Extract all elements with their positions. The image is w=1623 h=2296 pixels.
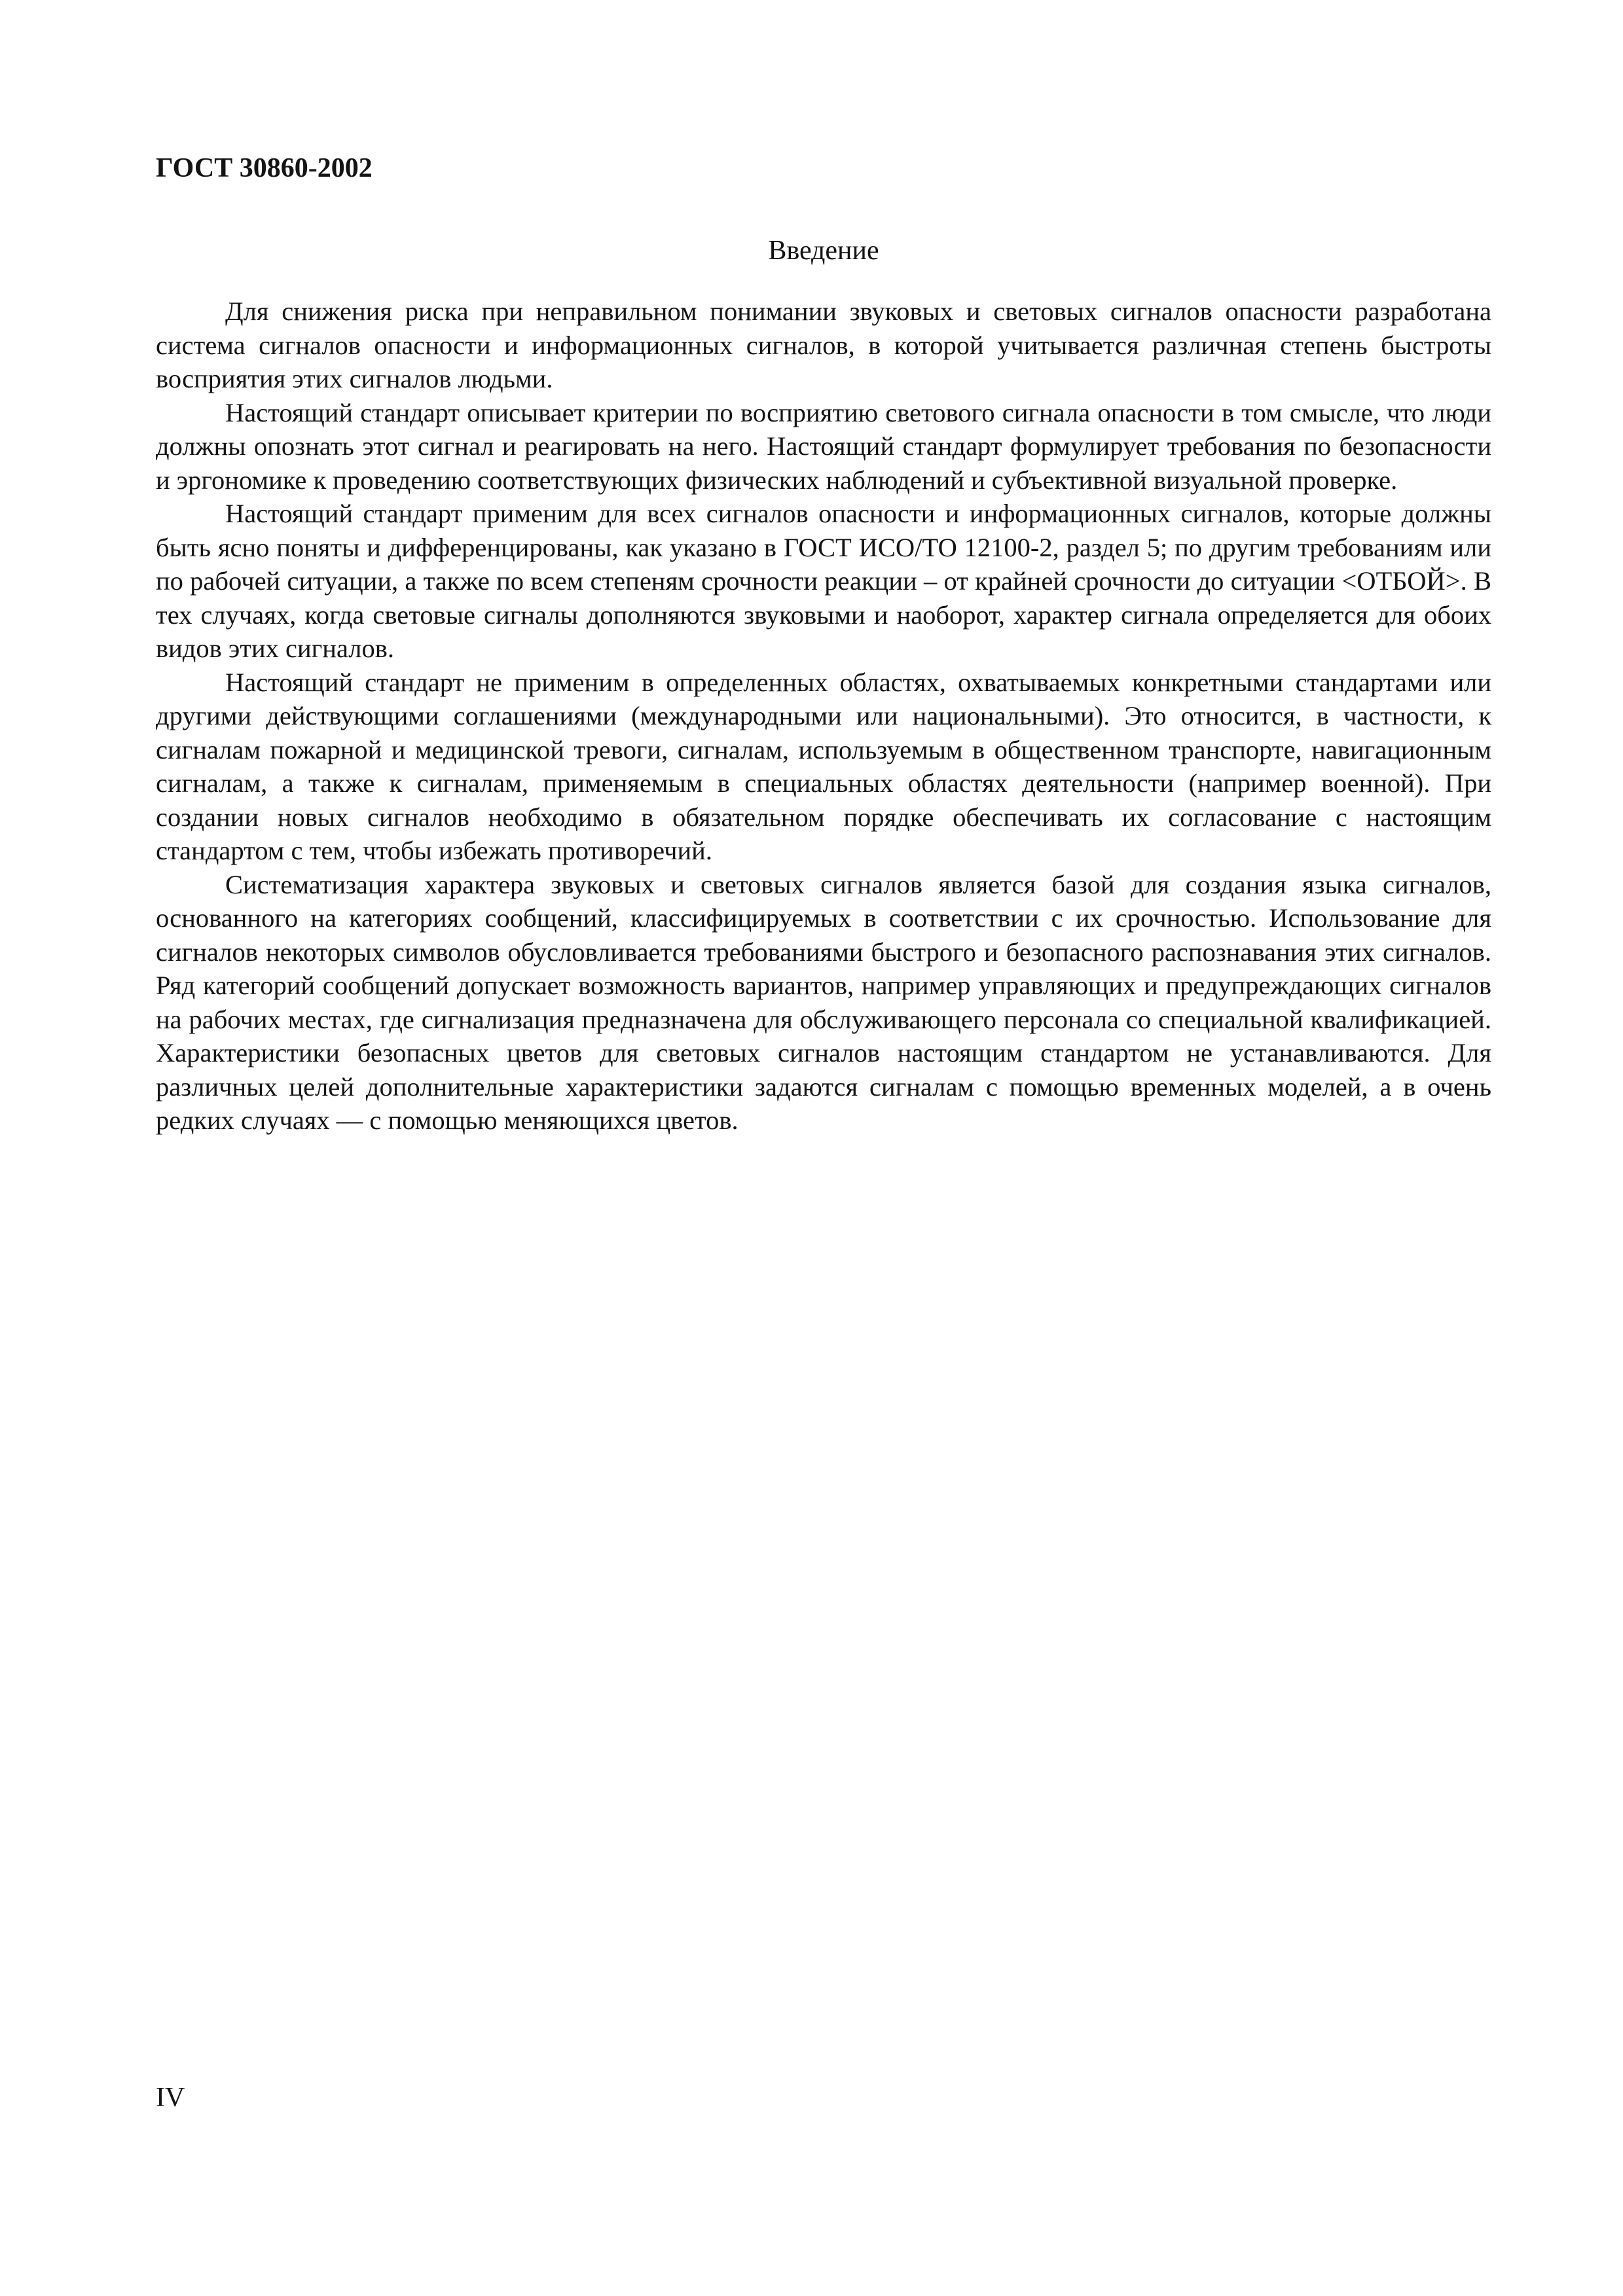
document-code: ГОСТ 30860-2002 bbox=[156, 153, 373, 183]
paragraph: Систематизация характера звуковых и световых сигналов является базой для создания языка сигналов, основанного на категориях сообщений, классифицируемых в соответствии с их срочностью. Использование для сигналов некоторых символов обусловливается требованиями быстрого и безопасного распознавания этих сигналов. Ряд категорий сообщений допускает возможность вариантов, например управляющих и предупреждающих сигналов на рабочих местах, где сигнализация предназначена для обслуживающего персонала со специальной квалификацией. Характеристики безопасных цветов для световых сигналов настоящим стандартом не устанавливаются. Для различных целей дополнительные характеристики задаются сигналам с помощью временных моделей, а в очень редких случаях — с помощью меняющихся цветов. bbox=[156, 869, 1491, 1135]
paragraph: Настоящий стандарт не применим в определенных областях, охватываемых конкретными стандартами или другими действующими соглашениями (международными или национальными). Это относится, в частности, к сигналам пожарной и медицинской тревоги, сигналам, используемым в общественном транспорте, навигационным сигналам, а также к сигналам, применяемым в специальных областях деятельности (например военной). При создании новых сигналов необходимо в обязательном порядке обеспечивать их согласование с настоящим стандартом с тем, чтобы избежать противоречий. bbox=[156, 667, 1491, 865]
body-text bbox=[156, 295, 1491, 1138]
paragraph: Настоящий стандарт применим для всех сигналов опасности и информационных сигналов, которые должны быть ясно поняты и дифференцированы, как указано в ГОСТ ИСО/ТО 12100-2, раздел 5; по другим требованиям или по рабочей ситуации, а также по всем степеням срочности реакции – от крайней срочности до ситуации <ОТБОЙ>. В тех случаях, когда световые сигналы дополняются звуковыми и наоборот, характер сигнала определяется для обоих видов этих сигналов. bbox=[156, 499, 1491, 663]
page-number: IV bbox=[156, 2083, 185, 2113]
paragraph: Настоящий стандарт описывает критерии по восприятию светового сигнала опасности в том смысле, что люди должны опознать этот сигнал и реагировать на него. Настоящий стандарт формулирует требования по безопасности и эргономике к проведению соответствующих физических наблюдений и субъективной визуальной проверке. bbox=[156, 397, 1491, 495]
section-title: Введение bbox=[768, 236, 879, 266]
paragraph: Для снижения риска при неправильном понимании звуковых и световых сигналов опасности разработана система сигналов опасности и информационных сигналов, в которой учитывается различная степень быстроты восприятия этих сигналов людьми. bbox=[156, 296, 1491, 393]
